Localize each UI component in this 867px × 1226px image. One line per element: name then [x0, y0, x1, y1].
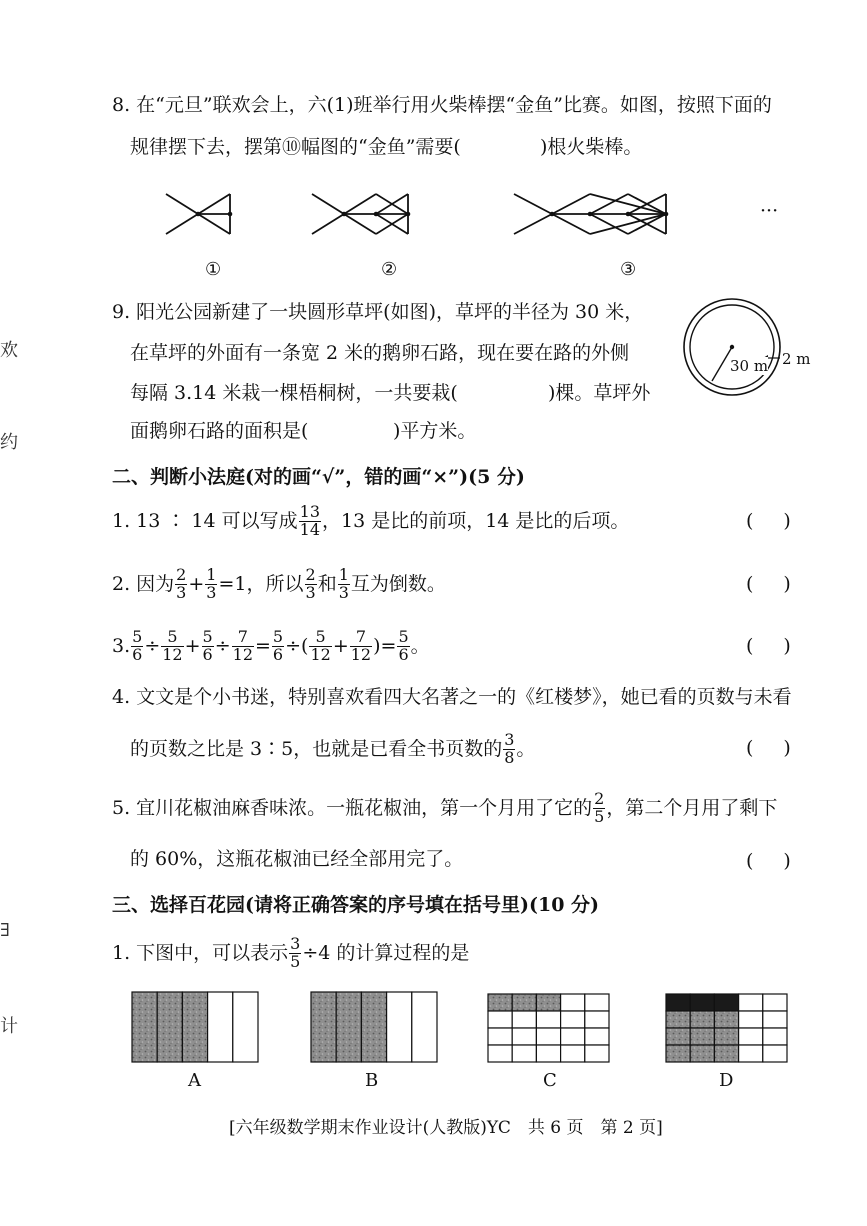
blank-strip: [208, 992, 233, 1062]
s2-q5-text-a: 5. 宜川花椒油麻香味浓。一瓶花椒油，第一个月用了它的: [112, 796, 593, 819]
shaded-cell: [714, 1028, 738, 1045]
right-paren: ): [373, 634, 381, 657]
blank-cell: [561, 1045, 585, 1062]
fraction-1-3: $\frac{1}{3}$: [338, 565, 349, 602]
fraction-5-6: $\frac{5}{6}$: [272, 627, 284, 664]
shaded-strip: [182, 992, 207, 1062]
fraction-5-12: $\frac{5}{12}$: [310, 627, 331, 664]
blank-strip: [412, 992, 437, 1062]
shaded-cell: [714, 1011, 738, 1028]
q8-line1: 8. 在“元旦”联欢会上，六(1)班举行用火柴棒摆“金鱼”比赛。如图，按照下面的: [112, 94, 772, 116]
shaded-cell: [488, 994, 512, 1011]
s2-q5-text-b: ，第二个月用了剩下: [606, 796, 778, 819]
margin-mark: 欢: [0, 340, 18, 361]
s3-q1-text-a: 1. 下图中，可以表示: [112, 941, 289, 964]
q9-line4b: )平方米。: [393, 420, 477, 442]
s2-q2-text-a: 2. 因为: [112, 572, 175, 595]
blank-cell: [739, 994, 763, 1011]
answer-paren-s2q1[interactable]: (): [746, 510, 821, 532]
blank-cell: [488, 1028, 512, 1045]
s2-q4-period: 。: [516, 737, 536, 760]
equals-sign: =: [218, 572, 235, 595]
blank-cell: [536, 1028, 560, 1045]
fraction-3-8: $\frac{3}{8}$: [504, 730, 515, 767]
blank-cell: [739, 1028, 763, 1045]
fraction-5-6: $\frac{5}{6}$: [132, 627, 143, 664]
s2-q2-text-c: 和: [317, 572, 337, 595]
blank-cell: [512, 1028, 536, 1045]
blank-strip: [387, 992, 412, 1062]
equals-sign: =: [380, 634, 397, 657]
shaded-cell: [666, 1045, 690, 1062]
q8-line2: 规律摆下去，摆第⑩幅图的“金鱼”需要(: [130, 136, 461, 158]
blank-cell: [739, 1011, 763, 1028]
option-label-b[interactable]: B: [365, 1070, 379, 1091]
blank-cell: [512, 1011, 536, 1028]
blank-cell: [585, 994, 609, 1011]
fraction-1-3: $\frac{1}{3}$: [206, 565, 217, 602]
answer-paren-s2q3[interactable]: (): [746, 635, 821, 657]
s2-q4-line1: 4. 文文是个小书迷，特别喜欢看四大名著之一的《红楼梦》，她已看的页数与未看: [112, 686, 792, 708]
margin-mark: ∃: [0, 920, 10, 941]
dark-cell: [690, 994, 714, 1011]
fraction-2-5: $\frac{2}{5}$: [594, 789, 605, 826]
plus-sign: +: [184, 634, 201, 657]
fraction-7-12: $\frac{7}{12}$: [350, 627, 372, 664]
blank-strip: [233, 992, 258, 1062]
left-paren: (: [301, 634, 309, 657]
figure-label-1: ①: [205, 259, 222, 280]
fraction-2-3: $\frac{2}{3}$: [176, 565, 187, 602]
blank-cell: [561, 1011, 585, 1028]
dark-cell: [666, 994, 690, 1011]
s2-q1-text-a: 1. 13 ∶ 14 可以写成: [112, 509, 298, 532]
blank-cell: [763, 1011, 787, 1028]
blank-cell: [488, 1045, 512, 1062]
blank-cell: [585, 1045, 609, 1062]
equals-sign: =: [255, 634, 271, 657]
div-sign: ÷: [144, 634, 161, 657]
option-c-diagram: [488, 994, 609, 1062]
fraction-3-5: $\frac{3}{5}$: [290, 934, 301, 971]
answer-paren-s2q2[interactable]: (): [746, 573, 821, 595]
s2-q1-text-b: ，13 是比的前项，14 是比的后项。: [322, 509, 630, 532]
blank-cell: [561, 994, 585, 1011]
shaded-strip: [132, 992, 157, 1062]
dark-cell: [714, 994, 738, 1011]
q9-line4a: 面鹅卵石路的面积是(: [130, 420, 309, 442]
figure-ellipsis: ···: [760, 200, 779, 222]
section2-title: 二、判断小法庭(对的画“√”，错的画“×”)(5 分): [112, 466, 525, 488]
option-label-d[interactable]: D: [719, 1070, 734, 1091]
s2-q2-text-b: ，所以: [246, 572, 304, 595]
s2-q5-line2: 的 60%，这瓶花椒油已经全部用完了。: [130, 848, 464, 870]
shaded-cell: [666, 1011, 690, 1028]
radius-label: 30 m: [730, 357, 769, 375]
option-label-a[interactable]: A: [188, 1070, 201, 1091]
blank-cell: [561, 1028, 585, 1045]
denominator: 14: [299, 519, 320, 539]
q9-line3b: )棵。草坪外: [548, 382, 651, 404]
section3-title: 三、选择百花园(请将正确答案的序号填在括号里)(10 分): [112, 894, 600, 916]
page-footer: [六年级数学期末作业设计(人教版)YC 共 6 页 第 2 页]: [229, 1118, 663, 1138]
shaded-cell: [666, 1028, 690, 1045]
q9-line1: 9. 阳光公园新建了一块圆形草坪(如图)，草坪的半径为 30 米，: [112, 301, 644, 323]
s2-q3-period: 。: [410, 634, 430, 657]
option-d-diagram: [666, 994, 787, 1062]
fraction-5-12: $\frac{5}{12}$: [162, 627, 183, 664]
option-b-diagram: [311, 992, 437, 1062]
blank-cell: [488, 1011, 512, 1028]
blank-cell: [763, 1045, 787, 1062]
numerator: 13: [299, 502, 320, 521]
answer-paren-s2q4[interactable]: (): [746, 737, 821, 759]
shaded-cell: [536, 994, 560, 1011]
fraction-5-6: $\frac{5}{6}$: [202, 627, 213, 664]
margin-mark: 计: [0, 1016, 18, 1037]
fraction-7-12: $\frac{7}{12}$: [232, 627, 253, 664]
s3-q1-text-b: ÷4 的计算过程的是: [302, 941, 470, 964]
s2-q4-text: 的页数之比是 3∶5，也就是已看全书页数的: [130, 737, 503, 760]
s2-q2-text-d: 互为倒数。: [350, 572, 446, 595]
figure-label-3: ③: [620, 259, 637, 280]
blank-cell: [585, 1011, 609, 1028]
shaded-strip: [361, 992, 386, 1062]
plus-sign: +: [332, 634, 349, 657]
div-sign: ÷: [285, 634, 302, 657]
blank-cell: [585, 1028, 609, 1045]
shaded-cell: [714, 1045, 738, 1062]
blank-cell: [536, 1045, 560, 1062]
blank-cell: [763, 1028, 787, 1045]
option-label-c[interactable]: C: [543, 1070, 557, 1091]
blank-cell: [536, 1011, 560, 1028]
figure-label-2: ②: [381, 259, 398, 280]
value-one: 1: [234, 572, 247, 595]
blank-cell: [763, 994, 787, 1011]
blank-cell: [512, 1045, 536, 1062]
shaded-cell: [690, 1045, 714, 1062]
shaded-cell: [690, 1011, 714, 1028]
fraction-5-6: $\frac{5}{6}$: [398, 627, 409, 664]
margin-mark: 约: [0, 432, 18, 453]
plus-sign: +: [188, 572, 205, 595]
q9-line2: 在草坪的外面有一条宽 2 米的鹅卵石路，现在要在路的外侧: [130, 342, 630, 364]
q9-line3a: 每隔 3.14 米栽一棵梧桐树，一共要栽(: [130, 382, 458, 404]
div-sign: ÷: [214, 634, 231, 657]
shaded-cell: [690, 1028, 714, 1045]
option-a-diagram: [132, 992, 258, 1062]
q8-line2-end: )根火柴棒。: [540, 136, 643, 158]
fraction-2-3: $\frac{2}{3}$: [305, 565, 316, 602]
shaded-strip: [311, 992, 336, 1062]
shaded-strip: [157, 992, 182, 1062]
s2-q3-number: 3.: [112, 634, 131, 657]
road-width-label: 2 m: [782, 350, 811, 368]
shaded-cell: [512, 994, 536, 1011]
blank-cell: [739, 1045, 763, 1062]
answer-paren-s2q5[interactable]: (): [746, 850, 821, 872]
shaded-strip: [336, 992, 361, 1062]
